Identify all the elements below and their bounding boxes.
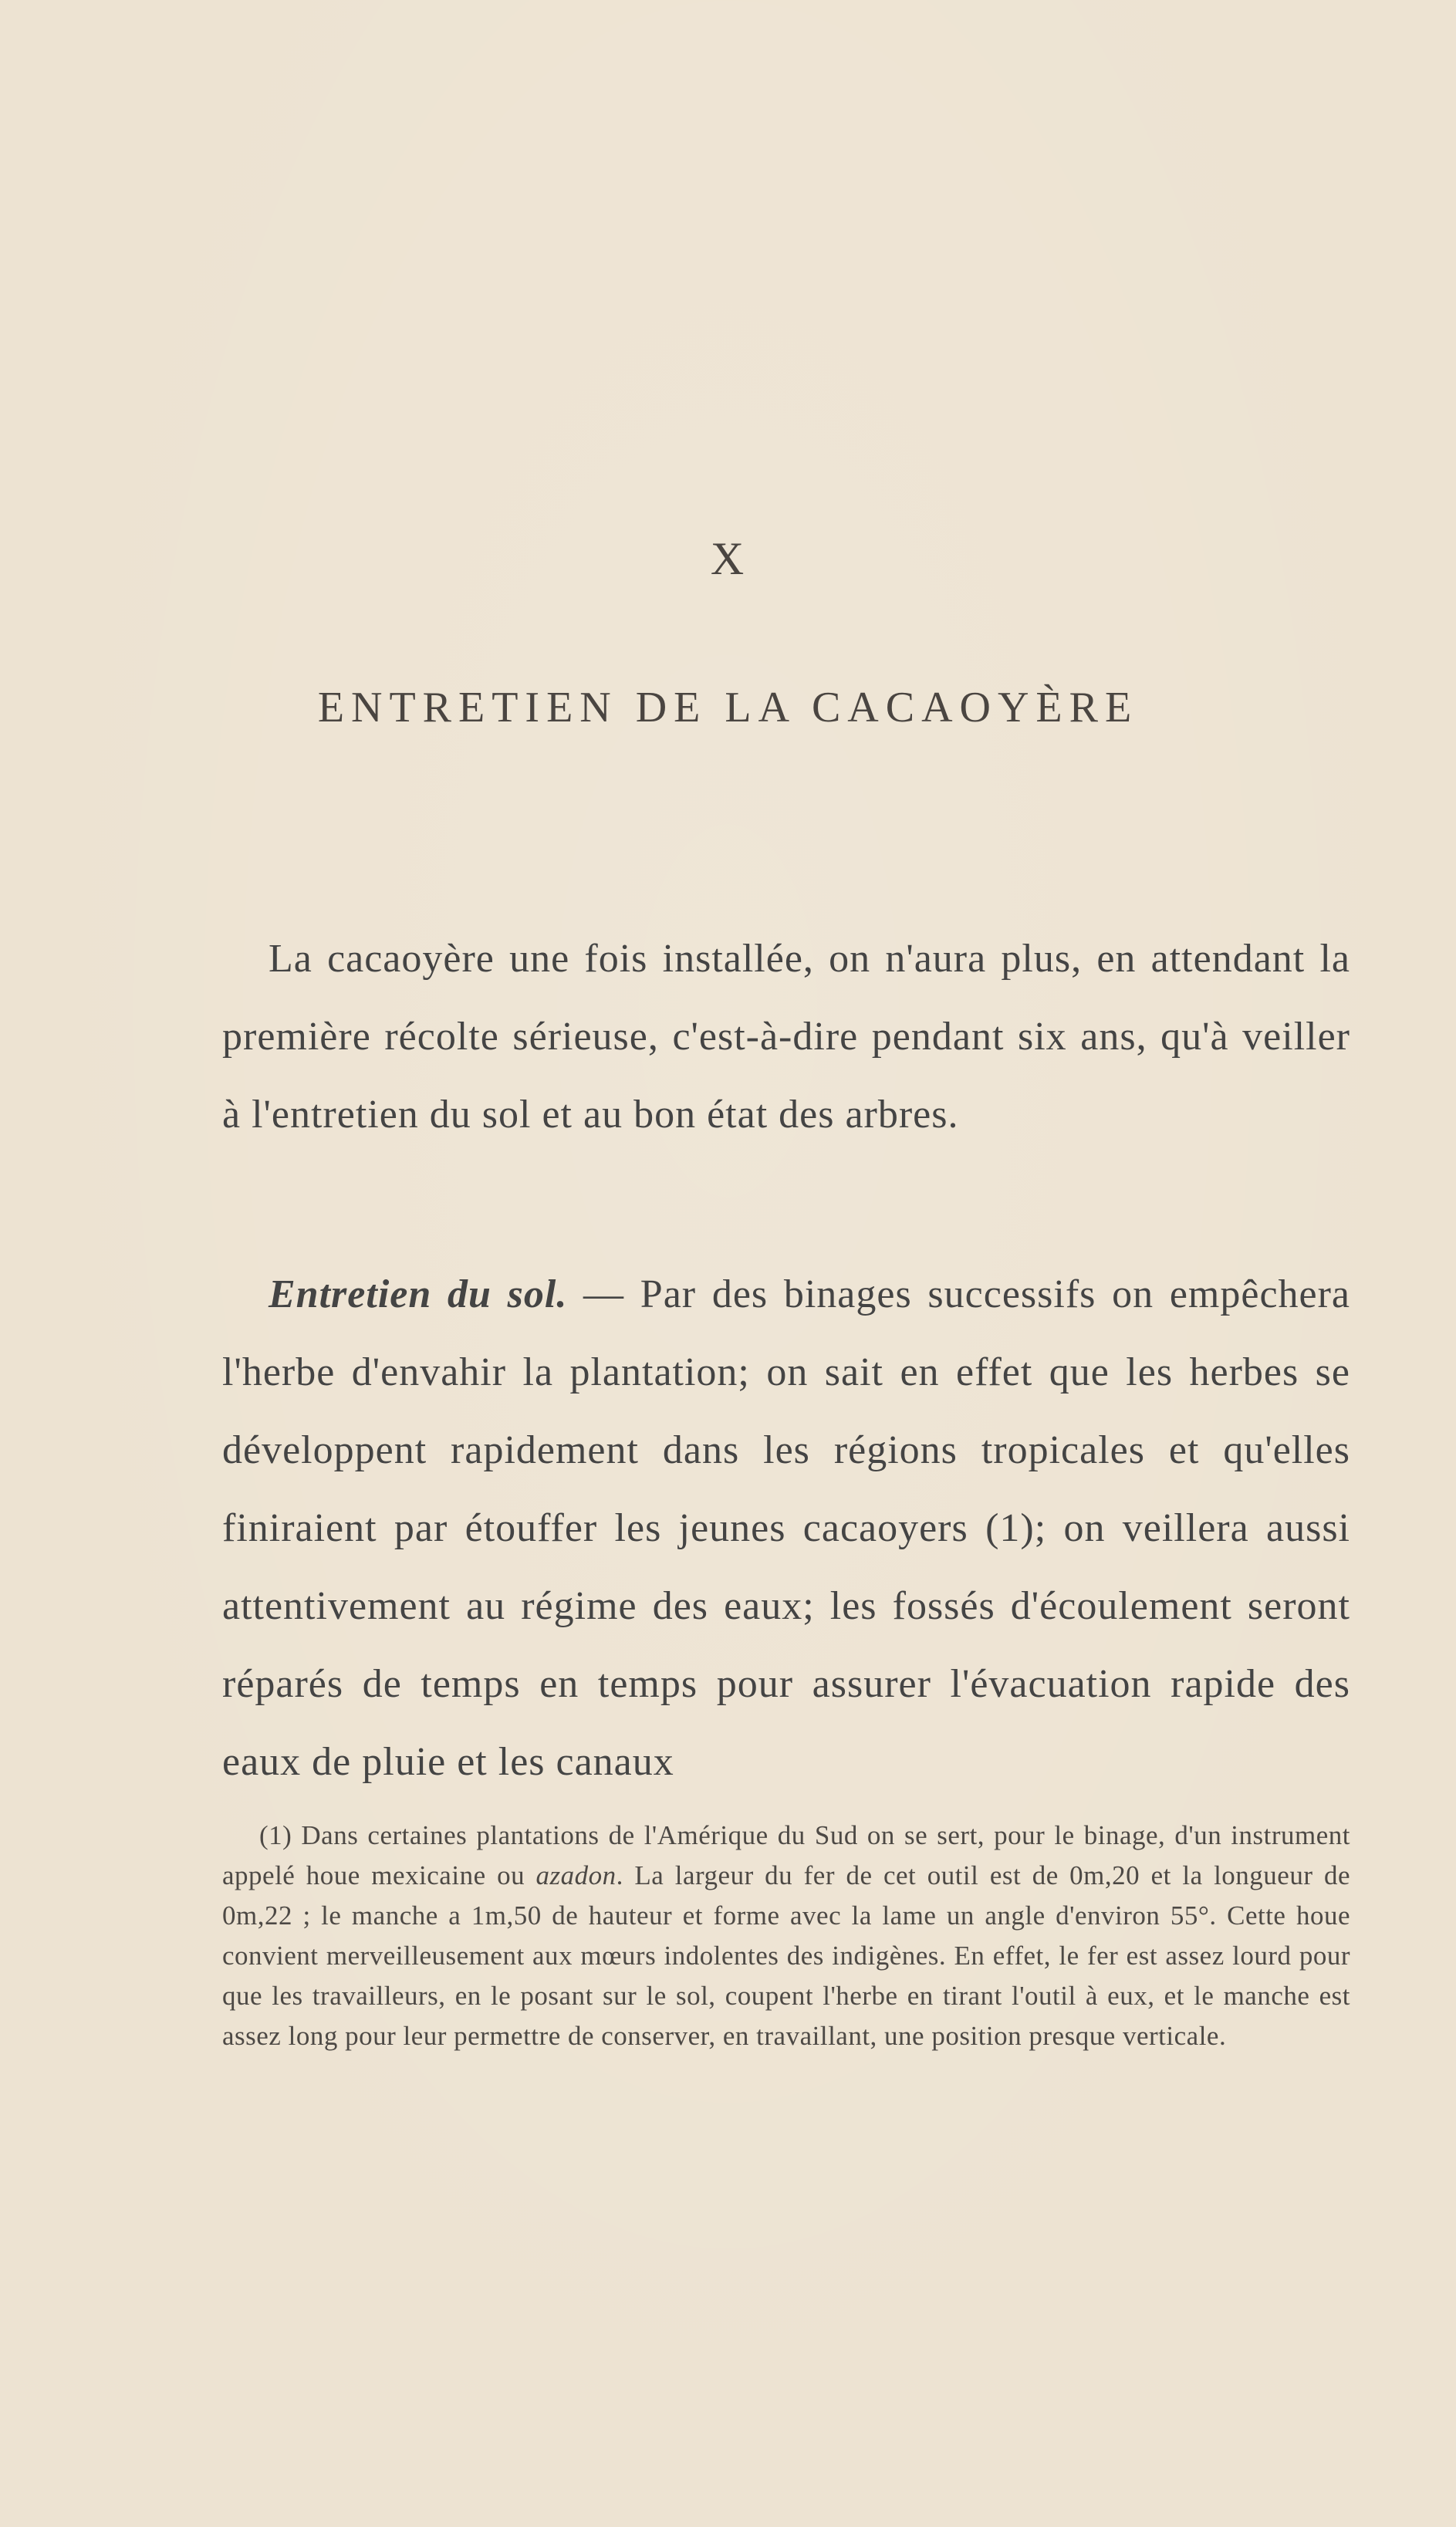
paragraph-soil-text-2: ; on veillera aussi attentivement au régime des eaux; les fossés d'écoulement seront réparés de temps en temps pour assurer l'évacuation rapide des eaux de pluie et les canaux — [222, 1506, 1350, 1784]
footnote — [222, 1816, 1350, 2056]
footnote-reference[interactable]: (1) — [985, 1506, 1035, 1550]
paragraph-soil-text-1: — Par des binages successifs on empêchera l'herbe d'envahir la plantation; on sait en effet que les herbes se développent rapidement dans les régions tropicales et qu'elles finiraient par étouffer les jeunes cacaoyers — [222, 1272, 1350, 1550]
chapter-title: ENTRETIEN DE LA CACAOYÈRE — [317, 684, 1139, 731]
footnote-text-2: . La largeur du fer de cet outil est de 0m,20 et la longueur de 0m,22 ; le manche a 1m,50 de hauteur et forme avec la lame un angle d'environ 55°. Cette houe convient merveilleusement aux mœurs indolentes des indigènes. En effet, le fer est assez lourd pour que les travailleurs, en le posant sur le sol, coupent l'herbe en tirant l'outil à eux, et le manche est assez long pour leur permettre de conserver, en travaillant, une position presque verticale. — [222, 1860, 1350, 2051]
paragraph-intro — [222, 920, 1350, 1154]
paragraph-soil-maintenance — [222, 1255, 1350, 1801]
paragraph-intro-text: La cacaoyère une fois installée, on n'aura plus, en attendant la première récolte sérieuse, c'est-à-dire pendant six ans, qu'à veiller à l'entretien du sol et au bon état des arbres. — [222, 937, 1350, 1137]
footnote-text-1: Dans certaines plantations de l'Amérique du Sud on se sert, pour le binage, d'un instrument appelé houe mexicaine ou — [222, 1820, 1350, 1890]
section-lead-heading: Entretien du sol. — [269, 1272, 568, 1316]
chapter-number: X — [710, 533, 746, 584]
footnote-marker: (1) — [259, 1820, 292, 1850]
footnote-emphasis: azadon — [535, 1860, 617, 1890]
